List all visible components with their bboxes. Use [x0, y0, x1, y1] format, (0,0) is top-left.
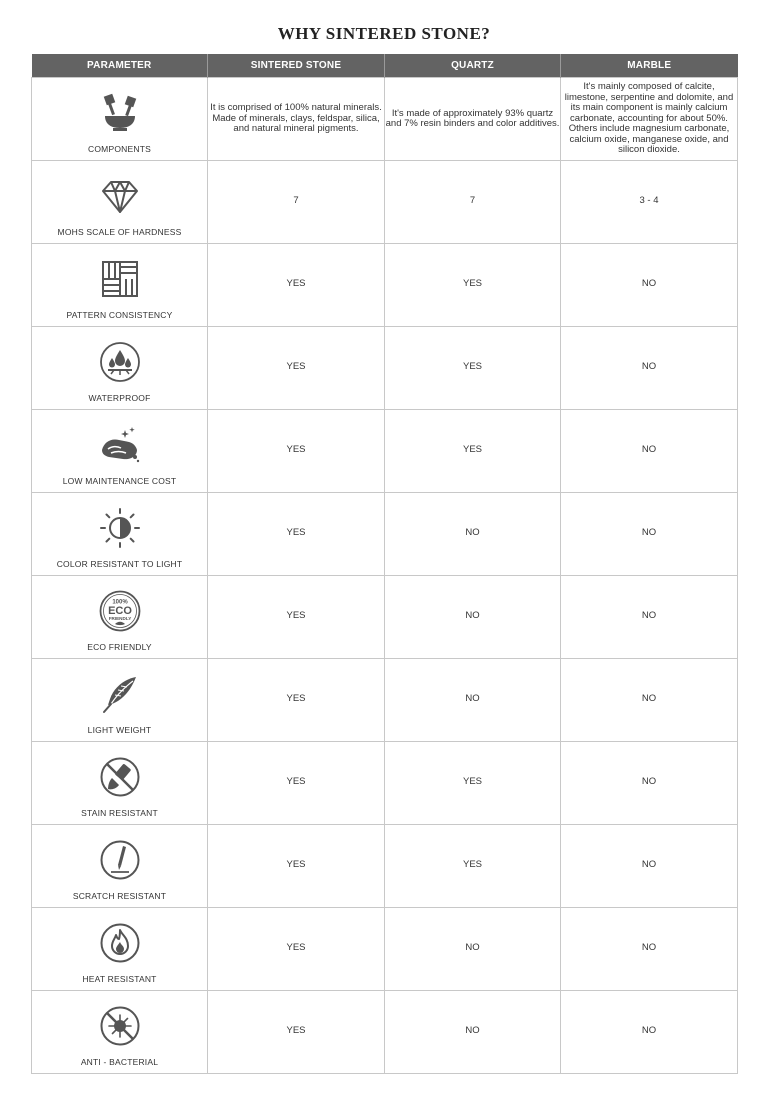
- value-text: NO: [641, 443, 657, 455]
- quartz-value: [385, 161, 561, 244]
- value-text: YES: [462, 858, 482, 870]
- no-bacteria-icon: [99, 1005, 141, 1047]
- parquet-pattern-icon: [99, 258, 141, 300]
- value-text: NO: [641, 1024, 657, 1036]
- value-text: 7: [469, 194, 476, 206]
- value-text: NO: [465, 526, 480, 538]
- marble-value: [561, 659, 738, 742]
- value-text: YES: [286, 858, 306, 870]
- marble-value: [561, 576, 738, 659]
- param-label: ANTI - BACTERIAL: [80, 1057, 159, 1067]
- badge-top-text: 100%: [111, 599, 128, 606]
- marble-value: [561, 908, 738, 991]
- sintered-stone-value: [208, 493, 385, 576]
- sintered-stone-value: [208, 244, 385, 327]
- flame-icon: [99, 922, 141, 964]
- table-row: [32, 244, 738, 327]
- table-row: [32, 991, 738, 1074]
- quartz-value: [385, 908, 561, 991]
- quartz-value: [385, 576, 561, 659]
- param-cell: [32, 244, 208, 327]
- param-label: COMPONENTS: [88, 144, 151, 154]
- value-text: YES: [286, 609, 306, 621]
- sintered-stone-value: [208, 991, 385, 1074]
- value-text: YES: [286, 526, 306, 538]
- param-cell: [32, 908, 208, 991]
- marble-value: [561, 161, 738, 244]
- param-cell: [32, 78, 208, 161]
- table-header-row: [32, 54, 738, 78]
- table-row: [32, 327, 738, 410]
- param-label: WATERPROOF: [88, 393, 151, 403]
- param-label: LOW MAINTENANCE COST: [62, 476, 177, 486]
- value-text: NO: [641, 277, 657, 289]
- water-drops-icon: [99, 341, 141, 383]
- table-row: [32, 161, 738, 244]
- value-text: YES: [462, 775, 482, 787]
- value-text: NO: [465, 1024, 480, 1036]
- param-label: HEAT RESISTANT: [82, 974, 157, 984]
- quartz-value: [385, 742, 561, 825]
- table-row: [32, 576, 738, 659]
- table-row: [32, 493, 738, 576]
- value-text: NO: [641, 360, 657, 372]
- quartz-value: [385, 327, 561, 410]
- marble-value: [561, 410, 738, 493]
- header-quartz: QUARTZ: [385, 54, 561, 78]
- value-text: YES: [286, 692, 306, 704]
- header-parameter: PARAMETER: [32, 54, 208, 78]
- table-row: [32, 659, 738, 742]
- sintered-stone-value: It is comprised of 100% natural minerals. Made of minerals, clays, feldspar, silica, and natural mineral pigments.: [208, 78, 385, 161]
- sintered-stone-value: [208, 410, 385, 493]
- header-sintered-stone: SINTERED STONE: [208, 54, 385, 78]
- comparison-table: [31, 54, 738, 1074]
- param-cell: [32, 991, 208, 1074]
- value-text: NO: [465, 692, 480, 704]
- sintered-stone-value: [208, 742, 385, 825]
- value-text: YES: [462, 277, 482, 289]
- param-cell: [32, 327, 208, 410]
- quartz-value: [385, 659, 561, 742]
- table-row: [32, 410, 738, 493]
- mortar-pestle-icon: [99, 92, 141, 134]
- quartz-value: [385, 991, 561, 1074]
- diamond-icon: [99, 175, 141, 217]
- value-text: YES: [286, 1024, 306, 1036]
- marble-value: [561, 244, 738, 327]
- value-text: YES: [462, 443, 482, 455]
- scratch-icon: [99, 839, 141, 881]
- value-text: NO: [465, 941, 480, 953]
- sintered-stone-value: [208, 908, 385, 991]
- param-label: PATTERN CONSISTENCY: [66, 310, 173, 320]
- value-text: YES: [286, 443, 306, 455]
- badge-bottom-text: FRIENDLY: [108, 616, 131, 621]
- sintered-stone-value: [208, 327, 385, 410]
- param-label: STAIN RESISTANT: [81, 808, 158, 818]
- sintered-stone-value: [208, 576, 385, 659]
- marble-value: [561, 825, 738, 908]
- param-label: SCRATCH RESISTANT: [72, 891, 167, 901]
- feather-icon: [99, 673, 141, 715]
- marble-value: [561, 493, 738, 576]
- param-cell: [32, 742, 208, 825]
- quartz-value: [385, 493, 561, 576]
- header-marble: MARBLE: [561, 54, 738, 78]
- eco-badge-icon: [99, 590, 141, 632]
- value-text: YES: [286, 941, 306, 953]
- value-text: YES: [286, 775, 306, 787]
- table-row: [32, 742, 738, 825]
- value-text: 7: [293, 194, 299, 206]
- marble-value: It's mainly composed of calcite, limestone, serpentine and dolomite, and its main component is mainly calcium carbonate, accounting for about 50%. Others include magnesium carbonate, calcium oxide, manganese oxide, and silicon dioxide.: [561, 78, 738, 161]
- param-label: LIGHT WEIGHT: [87, 725, 152, 735]
- table-row: [32, 825, 738, 908]
- param-cell: [32, 493, 208, 576]
- value-text: YES: [286, 277, 306, 289]
- no-stain-brush-icon: [99, 756, 141, 798]
- table-row: [32, 908, 738, 991]
- value-text: NO: [641, 609, 657, 621]
- value-text: NO: [641, 526, 657, 538]
- param-label: COLOR RESISTANT TO LIGHT: [56, 559, 183, 569]
- sintered-stone-value: [208, 825, 385, 908]
- value-text: 3 - 4: [639, 194, 659, 206]
- value-text: NO: [465, 609, 480, 621]
- param-cell: [32, 576, 208, 659]
- value-text: NO: [641, 941, 657, 953]
- marble-value: [561, 327, 738, 410]
- value-text: NO: [641, 692, 657, 704]
- value-text: YES: [286, 360, 306, 372]
- sintered-stone-value: [208, 659, 385, 742]
- badge-mid-text: ECO: [107, 605, 132, 617]
- half-sun-icon: [99, 507, 141, 549]
- quartz-value: [385, 825, 561, 908]
- table-row: [32, 78, 738, 161]
- param-cell: [32, 825, 208, 908]
- quartz-value: [385, 410, 561, 493]
- param-cell: [32, 659, 208, 742]
- marble-value: [561, 742, 738, 825]
- param-label: MOHS SCALE OF HARDNESS: [57, 227, 182, 237]
- param-label: ECO FRIENDLY: [87, 642, 152, 652]
- value-text: NO: [641, 858, 657, 870]
- sintered-stone-value: [208, 161, 385, 244]
- quartz-value: [385, 244, 561, 327]
- marble-value: [561, 991, 738, 1074]
- quartz-value: It's made of approximately 93% quartz and 7% resin binders and color additives.: [385, 78, 561, 161]
- page-title: WHY SINTERED STONE?: [277, 24, 491, 43]
- param-cell: [32, 161, 208, 244]
- param-cell: [32, 410, 208, 493]
- value-text: NO: [641, 775, 657, 787]
- value-text: YES: [462, 360, 482, 372]
- cleaning-hand-icon: [99, 424, 141, 466]
